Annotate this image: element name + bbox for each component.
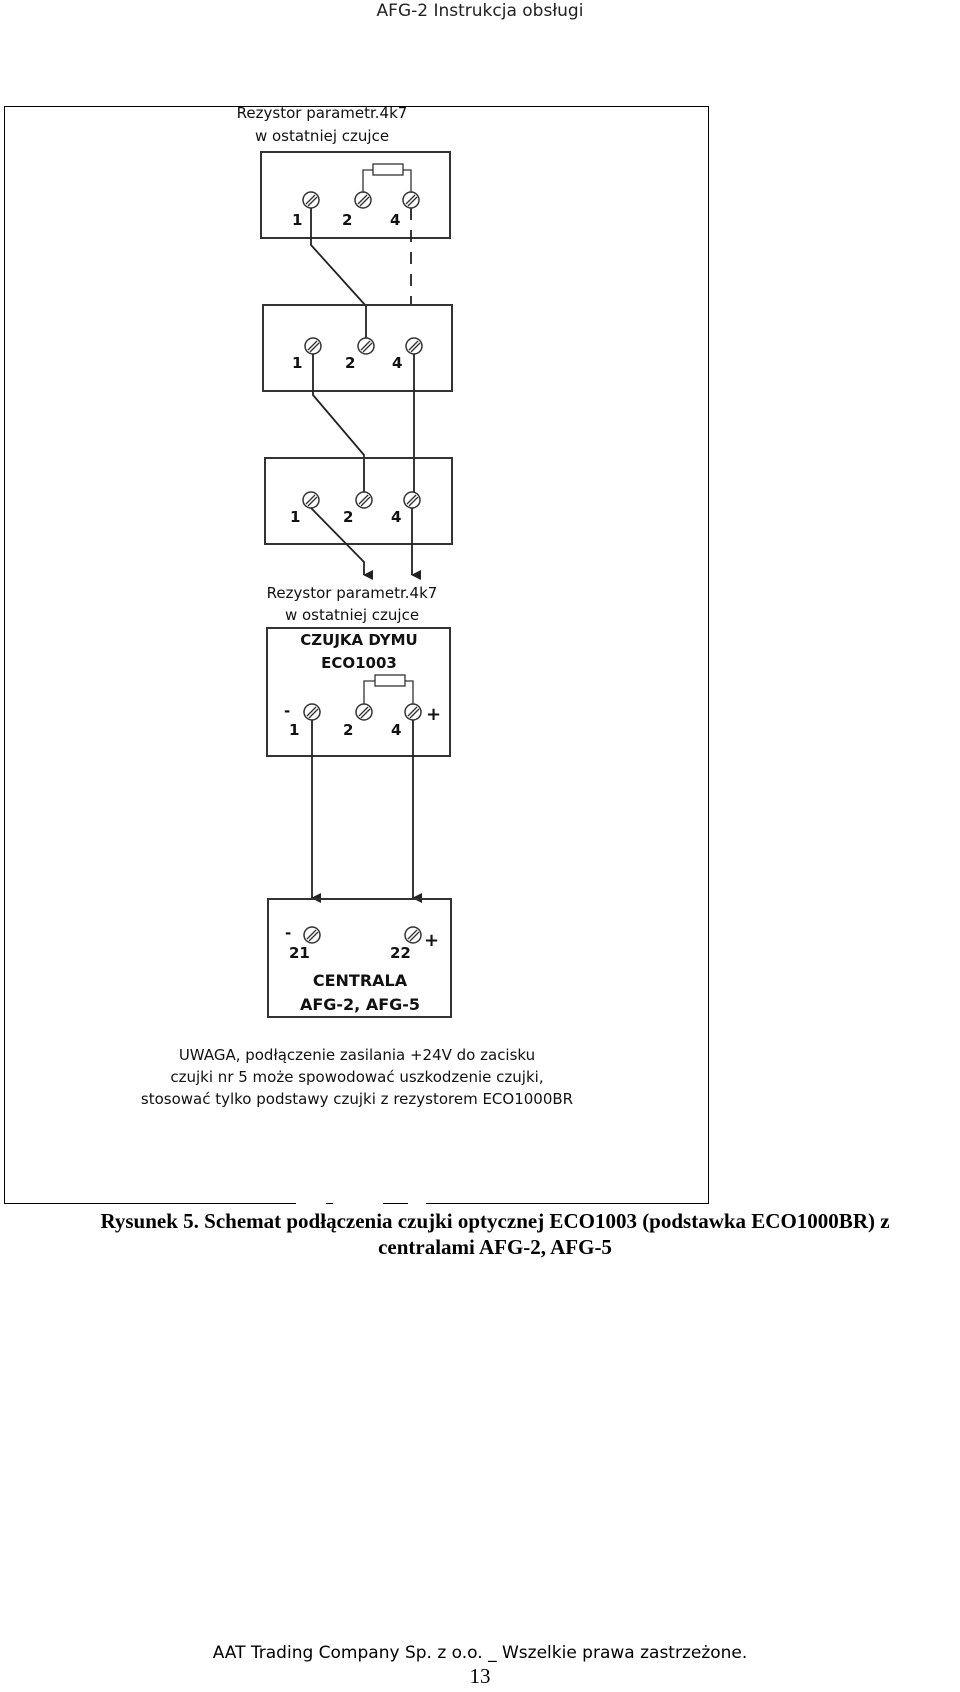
terminal-label-2: 2 — [342, 211, 353, 229]
terminal-screw-icon — [303, 192, 319, 208]
resistor-icon — [373, 164, 403, 175]
frame-gap — [0, 1156, 3, 1186]
terminal-label-2: 2 — [343, 721, 354, 739]
figure-caption — [30, 1208, 960, 1260]
page-footer: AAT Trading Company Sp. z o.o. _ Wszelkie prawa zastrzeżone. — [212, 1643, 748, 1663]
caption-line2: centralami AFG-2, AFG-5 — [378, 1235, 612, 1259]
terminal-label-1: 1 — [292, 354, 303, 372]
warning-line1: UWAGA, podłączenie zasilania +24V do zacisku — [178, 1046, 536, 1064]
page-header: AFG-2 Instrukcja obsługi — [376, 1, 584, 21]
panel-models: AFG-2, AFG-5 — [299, 995, 421, 1014]
terminal-label-4: 4 — [392, 354, 403, 372]
terminal-screw-icon — [404, 492, 420, 508]
terminal-screw-icon — [406, 338, 422, 354]
caption-line1: Rysunek 5. Schemat podłączenia czujki optycznej ECO1003 (podstawka ECO1000BR) z — [100, 1209, 890, 1233]
terminal-screw-icon — [356, 704, 372, 720]
smoke-detector-eco1003 — [267, 628, 450, 756]
panel-terminal-22: 22 — [390, 944, 411, 962]
resistor-note-top-line1: Rezystor parametr.4k7 — [236, 104, 408, 122]
terminal-screw-icon — [305, 338, 321, 354]
resistor-note-top-line2: w ostatniej czujce — [254, 127, 390, 145]
terminal-screw-icon — [303, 492, 319, 508]
terminal-screw-icon — [358, 338, 374, 354]
resistor-note-mid-line2: w ostatniej czujce — [284, 606, 420, 624]
resistor-note-mid-line1: Rezystor parametr.4k7 — [266, 584, 438, 602]
terminal-screw-icon — [304, 927, 320, 943]
terminal-label-4: 4 — [391, 721, 402, 739]
terminal-screw-icon — [403, 192, 419, 208]
panel-terminal-21: 21 — [289, 944, 310, 962]
detector-title: CZUJKA DYMU — [300, 631, 418, 649]
detector-model: ECO1003 — [321, 654, 397, 672]
terminal-label-2: 2 — [343, 508, 354, 526]
terminal-label-1: 1 — [290, 508, 301, 526]
detector-plus-sign: + — [426, 704, 442, 725]
terminal-screw-icon — [304, 704, 320, 720]
control-panel-centrala — [268, 899, 451, 1017]
detector-minus-sign: - — [284, 702, 291, 720]
resistor-icon — [375, 675, 405, 686]
panel-title: CENTRALA — [312, 971, 408, 990]
terminal-label-4: 4 — [391, 508, 402, 526]
detector-base-2 — [263, 305, 452, 391]
page-number: 13 — [469, 1664, 491, 1688]
terminal-label-4: 4 — [390, 211, 401, 229]
terminal-label-2: 2 — [345, 354, 356, 372]
terminal-screw-icon — [356, 492, 372, 508]
terminal-screw-icon — [405, 927, 421, 943]
warning-line2: czujki nr 5 może spowodować uszkodzenie czujki, — [170, 1068, 544, 1086]
panel-plus-sign: + — [424, 930, 440, 951]
terminal-label-1: 1 — [292, 211, 303, 229]
terminal-screw-icon — [355, 192, 371, 208]
detector-base-1 — [261, 152, 450, 238]
panel-minus-sign: - — [285, 924, 292, 942]
warning-line3: stosować tylko podstawy czujki z rezystorem ECO1000BR — [140, 1090, 574, 1108]
detector-base-3 — [265, 458, 452, 544]
terminal-label-1: 1 — [289, 721, 300, 739]
terminal-screw-icon — [405, 704, 421, 720]
